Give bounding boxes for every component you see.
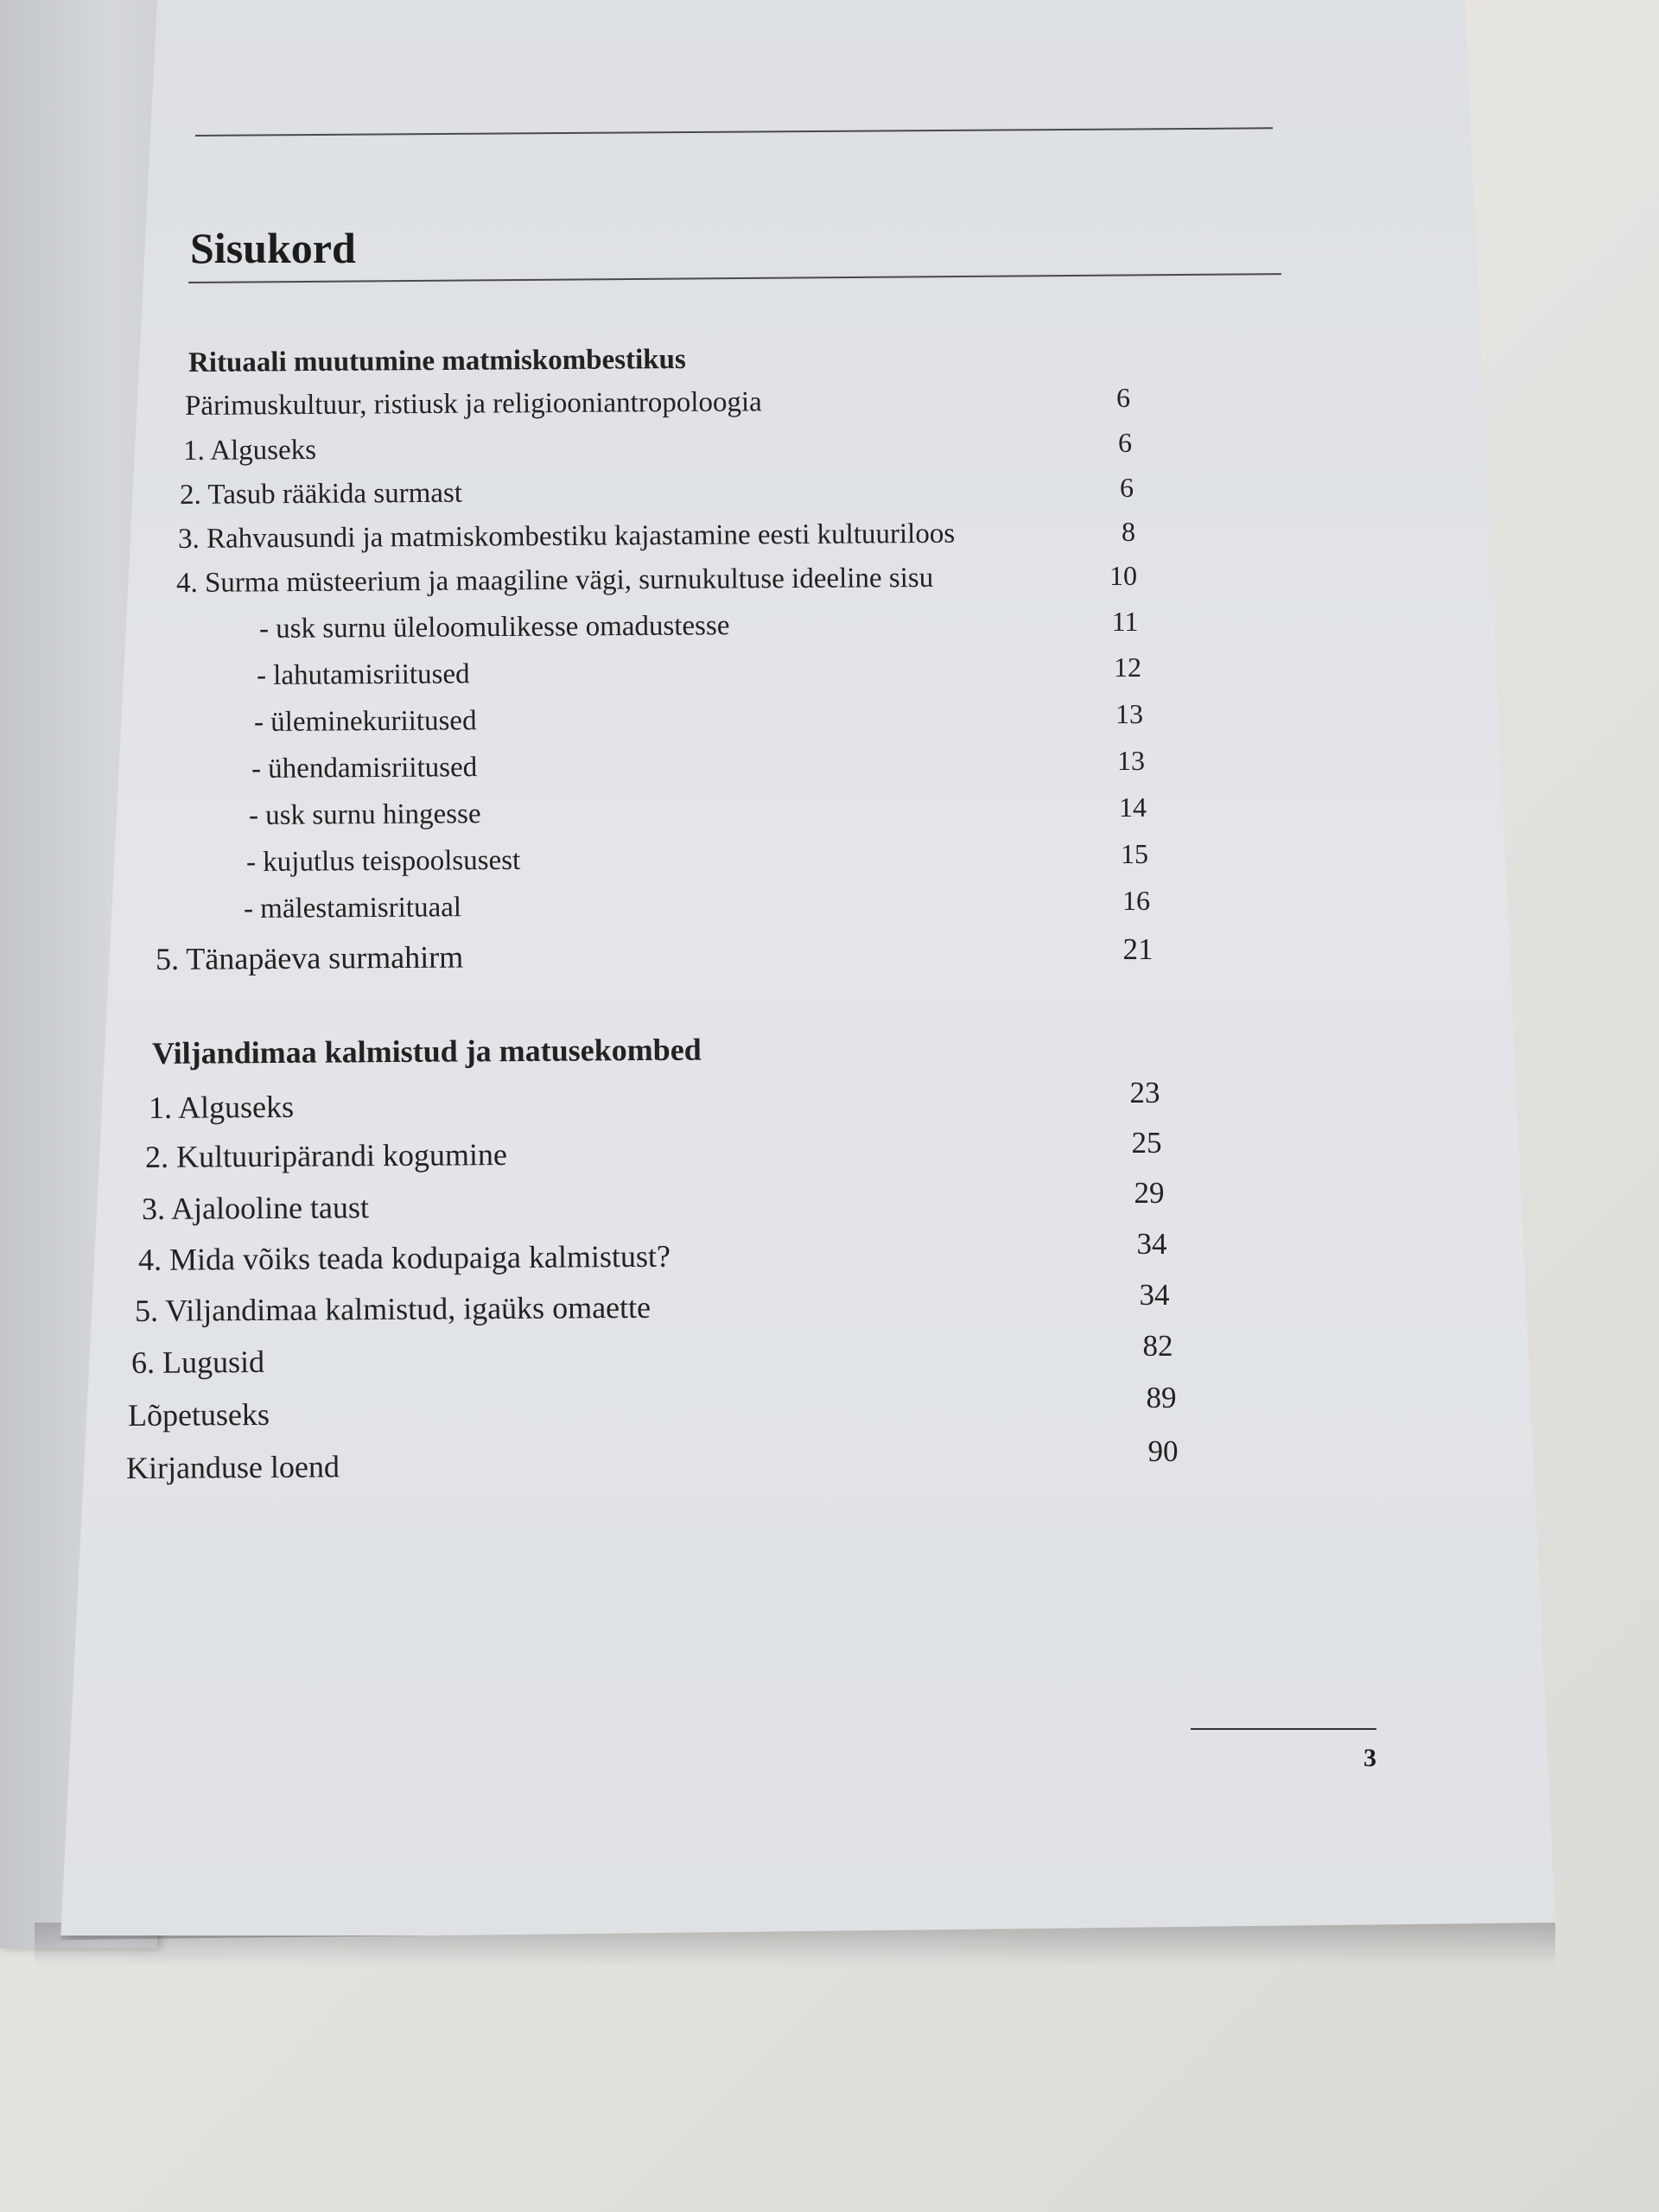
toc-page-number: 11 [1111,606,1139,637]
toc-page-number: 13 [1117,745,1145,776]
toc-page-number: 25 [1131,1126,1162,1160]
toc-entry: Kirjanduse loend [125,1449,340,1485]
toc-page-number: 90 [1147,1434,1179,1468]
toc-entry: Pärimuskultuur, ristiusk ja religiooniantropoloogia [184,386,762,422]
toc-page-number: 13 [1116,698,1143,729]
toc-page-number: 6 [1120,472,1134,503]
toc-section-heading: Viljandimaa kalmistud ja matusekombed [151,1032,702,1071]
page-number: 3 [1363,1744,1376,1772]
toc-entry: 4. Mida võiks teada kodupaiga kalmistust? [137,1238,671,1277]
toc-page-number: 14 [1119,791,1147,823]
toc-entry: 1. Alguseks [148,1089,295,1125]
toc-entry: - lahutamisriitused [256,658,470,691]
toc-page-number: 23 [1129,1076,1160,1109]
toc-entry: 6. Lugusid [130,1344,265,1380]
toc-page-number: 10 [1109,560,1137,591]
toc-page-number: 21 [1122,932,1154,966]
toc-page-number: 6 [1118,427,1132,458]
top-rule [195,127,1273,137]
toc-page-number: 6 [1116,382,1130,413]
toc-entry: Lõpetuseks [127,1396,270,1433]
toc-page-number: 15 [1121,838,1148,869]
title-underline [188,273,1281,283]
toc-entry: 1. Alguseks [182,434,317,467]
toc-page-number: 89 [1146,1381,1177,1414]
toc-entry: - kujutlus teispoolsusest [245,844,521,878]
toc-entry: - mälestamisrituaal [243,892,462,925]
toc-entry: 4. Surma müsteerium ja maagiline vägi, surnukultuse ideeline sisu [175,562,934,599]
toc-entry: - usk surnu üleloomulikesse omadustesse [258,610,730,645]
toc-page-number: 34 [1136,1227,1167,1261]
toc-page-number: 34 [1139,1278,1170,1312]
toc-entry: 2. Kultuuripärandi kogumine [144,1137,508,1174]
toc-page-number: 29 [1134,1176,1165,1210]
toc-entry: 2. Tasub rääkida surmast [179,477,463,511]
page-title: Sisukord [190,224,356,272]
footer-rule [1191,1728,1376,1730]
toc-section-heading: Rituaali muutumine matmiskombestikus [188,343,686,378]
toc-entry: - usk surnu hingesse [248,798,481,831]
toc-page-number: 16 [1122,885,1150,916]
toc-page-number: 12 [1114,652,1141,683]
toc-entry: 3. Ajalooline taust [141,1190,370,1226]
toc-entry: - üleminekuriitused [253,705,477,738]
toc-entry: 5. Tänapäeva surmahirm [155,939,464,976]
toc-page-number: 8 [1122,516,1135,547]
toc-entry: 3. Rahvausundi ja matmiskombestiku kajastamine eesti kultuuriloos [177,518,956,555]
toc-entry: - ühendamisriitused [251,752,478,785]
toc-page-number: 82 [1142,1329,1173,1363]
toc-entry: 5. Viljandimaa kalmistud, igaüks omaette [134,1289,652,1328]
